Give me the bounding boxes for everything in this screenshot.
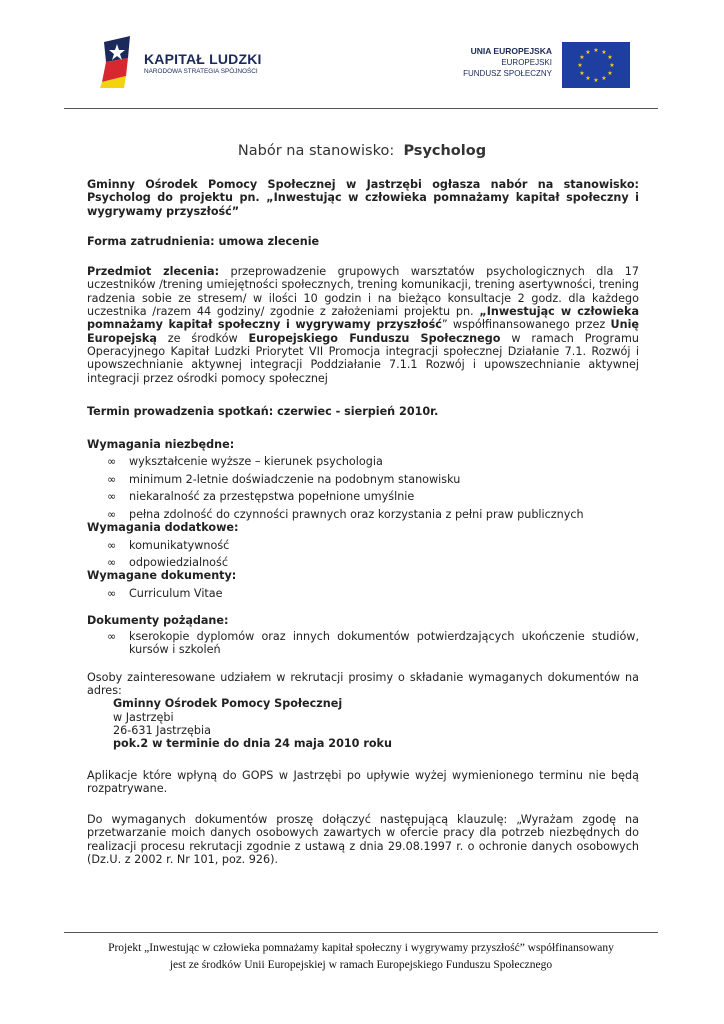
- page-title: [0, 143, 724, 159]
- svg-text:★: ★: [585, 49, 591, 56]
- title-position: Psycholog: [403, 143, 487, 159]
- employment-form: Forma zatrudnienia: umowa zlecenie: [87, 234, 320, 248]
- eu-logo: [440, 42, 630, 88]
- desired-heading: Dokumenty pożądane:: [87, 613, 229, 627]
- svg-text:★: ★: [607, 70, 613, 77]
- subject-paragraph: [87, 265, 639, 385]
- list-item: ∞ pełna zdolność do czynności prawnych oraz korzystania z pełni praw publicznych: [107, 507, 584, 521]
- subject-text1: przeprowadzenie grupowych warsztatów psychologicznych dla 17 uczestników /trening umiejętności społecznych, trening komunikacji, trening asertywności, trening radzenia sobie ze stresem/ w ilości 10 godzin i na bieżąco konsultacje 2 godz. dla każdego uczestnika /razem 44 godziny/ zgodnie z założeniami projektu pn.: [87, 265, 639, 319]
- meeting-term: Termin prowadzenia spotkań: czerwiec - sierpień 2010r.: [87, 404, 439, 418]
- kapital-ludzki-title: KAPITAŁ LUDZKI: [144, 51, 262, 67]
- svg-text:★: ★: [607, 54, 613, 61]
- list-item: ∞ odpowiedzialność: [107, 555, 228, 569]
- list-item: ∞ Curriculum Vitae: [107, 586, 223, 600]
- eu-logo-line1: UNIA EUROPEJSKA: [470, 46, 552, 56]
- svg-text:★: ★: [577, 62, 583, 69]
- infinity-bullet-icon: ∞: [107, 490, 117, 504]
- eu-flag-icon: [562, 42, 630, 88]
- svg-text:★: ★: [593, 47, 599, 54]
- subject-text3: ze środków: [156, 331, 249, 345]
- infinity-bullet-icon: ∞: [107, 507, 117, 521]
- infinity-bullet-icon: ∞: [107, 586, 117, 600]
- svg-text:★: ★: [579, 70, 585, 77]
- address-line3: 26-631 Jastrzębia: [113, 723, 211, 737]
- late-applications-note: Aplikacje które wpłyną do GOPS w Jastrzębi po upływie wyżej wymienionego terminu nie będą rozpatrywane.: [87, 768, 639, 795]
- additional-heading: Wymagania dodatkowe:: [87, 521, 239, 535]
- subject-eu: Unię Europejską: [87, 318, 639, 345]
- kapital-ludzki-logo: [100, 36, 270, 88]
- infinity-bullet-icon: ∞: [107, 472, 117, 486]
- svg-text:★: ★: [601, 49, 607, 56]
- consent-clause: Do wymaganych dokumentów proszę dołączyć następującą klauzulę: „Wyrażam zgodę na przetwarzanie moich danych osobowych zawartych w ofercie pracy dla potrzeb niezbędnych do realizacji procesu rekrutacji zgodnie z ustawą z dnia 29.08.1997 r. o ochronie danych osobowych (Dz.U. z 2002 r. Nr 101, poz. 926).: [87, 813, 639, 867]
- intro-paragraph: Gminny Ośrodek Pomocy Społecznej w Jastrzębi ogłasza nabór na stanowisko: Psycholog do projektu pn. „Inwestując w człowieka pomnażamy kapitał społeczny i wygrywamy przyszłość”: [87, 178, 639, 218]
- svg-text:★: ★: [609, 62, 615, 69]
- infinity-bullet-icon: ∞: [107, 455, 117, 469]
- eu-logo-line3: FUNDUSZ SPOŁECZNY: [463, 69, 552, 78]
- footer-divider: [64, 932, 658, 933]
- footer-line1: Projekt „Inwestując w człowieka pomnażamy kapitał społeczny i wygrywamy przyszłość” współfinansowany: [108, 942, 614, 954]
- list-item: ∞ minimum 2-letnie doświadczenie na podobnym stanowisku: [107, 472, 461, 486]
- svg-text:★: ★: [601, 75, 607, 82]
- list-item: ∞ kserokopie dyplomów oraz innych dokumentów potwierdzających ukończenie studiów, kursów i szkoleń: [107, 630, 639, 657]
- header-divider: [64, 108, 658, 109]
- svg-text:★: ★: [579, 54, 585, 61]
- kapital-ludzki-subtitle: NARODOWA STRATEGIA SPÓJNOŚCI: [144, 68, 258, 75]
- footer-line2: jest ze środków Unii Europejskiej w ramach Europejskiego Funduszu Społecznego: [169, 959, 553, 971]
- documents-heading: Wymagane dokumenty:: [87, 569, 237, 583]
- contact-paragraph: Osoby zainteresowane udziałem w rekrutacji prosimy o składanie wymaganych dokumentów na adres:: [87, 670, 639, 698]
- documents-list: [87, 587, 639, 600]
- subject-text4: w ramach Programu Operacyjnego Kapitał Ludzki Priorytet VII Promocja integracji społecznej Działanie 7.1. Rozwój i upowszechnianie aktywnej integracji Poddziałanie 7.1.1 Rozwój i upowszechnianie aktywnej integracji przez ośrodki pomocy społecznej: [87, 331, 639, 385]
- title-prefix: Nabór na stanowisko:: [237, 143, 395, 159]
- infinity-bullet-icon: ∞: [107, 538, 117, 552]
- infinity-bullet-icon: ∞: [107, 630, 117, 644]
- subject-label: Przedmiot zlecenia:: [87, 265, 220, 279]
- required-heading: Wymagania niezbędne:: [87, 438, 235, 452]
- list-item: ∞ wykształcenie wyższe – kierunek psychologia: [107, 455, 383, 469]
- list-item: ∞ komunikatywność: [107, 538, 230, 552]
- announcement-body: [87, 178, 639, 866]
- desired-list: [87, 630, 639, 657]
- page-footer: [64, 940, 658, 974]
- infinity-bullet-icon: ∞: [107, 555, 117, 569]
- svg-text:★: ★: [593, 77, 599, 84]
- list-item: ∞ niekaralność za przestępstwa popełnione umyślnie: [107, 490, 415, 504]
- eu-logo-text: [463, 46, 552, 79]
- address-line2: w Jastrzębi: [113, 710, 174, 724]
- svg-text:★: ★: [585, 75, 591, 82]
- additional-list: [87, 539, 639, 570]
- subject-text2: ” współfinansowanego przez: [441, 318, 611, 332]
- subject-fund: Europejskiego Funduszu Społecznego: [248, 331, 501, 345]
- subject-project: „Inwestując w człowieka pomnażamy kapitał społeczny i wygrywamy przyszłość: [87, 305, 639, 332]
- required-list: [87, 455, 639, 521]
- address-deadline: pok.2 w terminie do dnia 24 maja 2010 roku: [113, 737, 392, 751]
- address-name: Gminny Ośrodek Pomocy Społecznej: [113, 697, 343, 711]
- contact-address: [87, 697, 639, 750]
- eu-logo-line2: EUROPEJSKI: [501, 58, 552, 67]
- kapital-ludzki-emblem-icon: [100, 36, 142, 88]
